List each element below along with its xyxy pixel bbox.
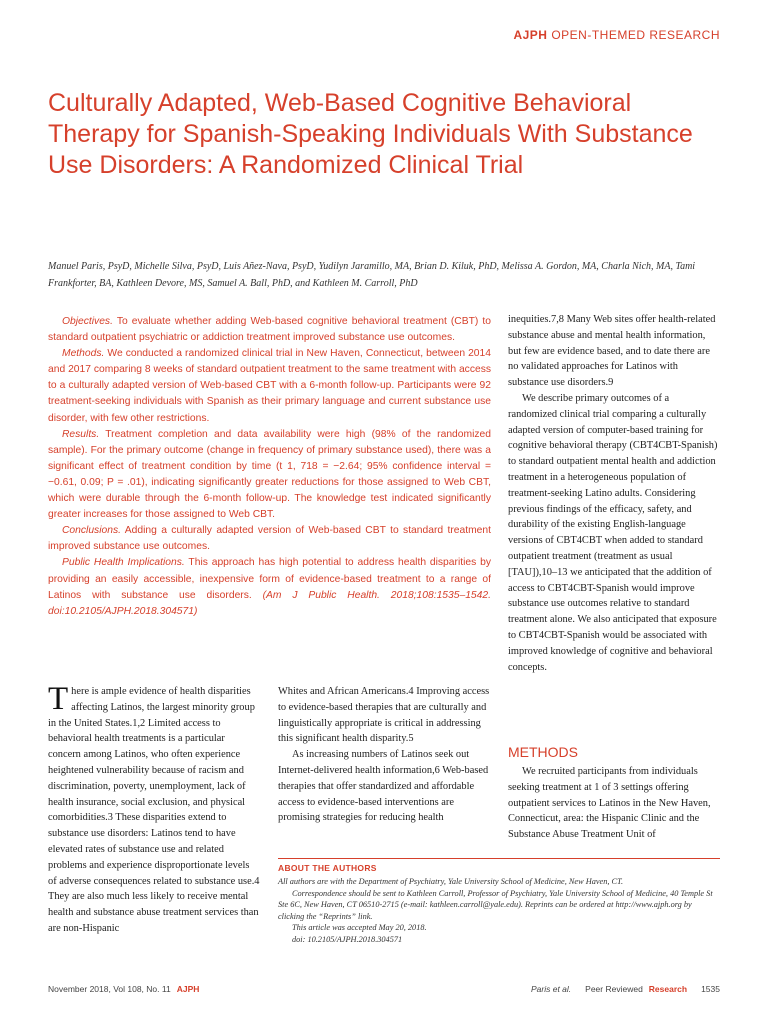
col3-paragraph-1: inequities.7,8 Many Web sites offer health-related substance abuse and mental health information, but few are evidence based, and to date there are no validated approaches for Latinos with substance use disorders.9 [508,314,716,389]
drop-cap: T [48,681,69,717]
section-name: OPEN-THEMED RESEARCH [551,28,720,42]
objectives-label: Objectives. [62,316,113,327]
col1-paragraph: here is ample evidence of health disparities affecting Latinos, the largest minority group in the United States.1,2 Limited access to behavioral health treatments is a particular concern among Latinos, who often experience heightened vulnerability because of racism and discrimination, poverty, unemployment, lack of health insurance, social exclusion, and physical comorbidities.3 These disparities extend to substance use disorders: Latinos tend to have elevated rates of substance use and related problems and experience disproportionate levels of adverse consequences related to substance use.4 They are also much less likely to receive mental health and substance abuse treatment services than are non-Hispanic [48,686,260,934]
methods-label: Methods. [62,348,105,360]
methods-heading: METHODS [508,744,578,760]
about-correspondence: Correspondence should be sent to Kathleen Carroll, Professor of Psychiatry, Yale University School of Medicine, 40 Temple St Ste 6C, New Haven, CT 06510-2715 (e-mail: kathleen.carroll@yale.edu). Reprints can be ordered at http://www.ajph.org by clicking the “Reprints” link. [278,888,713,921]
body-column-2 [278,684,490,826]
right-column-top [508,312,720,675]
journal-name: AJPH [513,28,548,42]
right-column-bottom [508,764,720,843]
about-affiliation: All authors are with the Department of Psychiatry, Yale University School of Medicine, New Haven, CT. [278,877,624,886]
implications-label: Public Health Implications. [62,557,185,569]
conclusions-label: Conclusions. [62,525,121,537]
page-number: 1535 [701,984,720,994]
implications-text: This approach has high potential to address health disparities by providing an easily accessible, inexpensive form of evidence-based treatment to a range of Latinos with substance use disorders. [48,557,491,601]
author-list: Manuel Paris, PsyD, Michelle Silva, PsyD, Luis Añez-Nava, PsyD, Yudilyn Jaramillo, MA, Brian D. Kiluk, PhD, Melissa A. Gordon, MA, Charla Nich, MA, Tami Frankforter, BA, Kathleen Devore, MS, Samuel A. Ball, PhD, and Kathleen M. Carroll, PhD [48,261,696,289]
abstract-implications [48,555,491,619]
abstract-objectives [48,314,491,346]
article-title: Culturally Adapted, Web-Based Cognitive Behavioral Therapy for Spanish-Speaking Individuals With Substance Use Disorders: A Randomized Clinical Trial [48,89,693,179]
methods-paragraph: We recruited participants from individuals seeking treatment at 1 of 3 settings offering outpatient services to Latinos in the New Haven, Connecticut, area: the Hispanic Clinic and the Substance Abuse Treatment Unit of [508,766,711,841]
footer-author: Paris et al. [531,984,572,994]
footer-date-volume: November 2018, Vol 108, No. 11 [48,984,171,994]
about-accepted: This article was accepted May 20, 2018. [292,923,427,933]
footer-right [531,984,720,994]
about-divider [278,858,720,859]
footer-left [48,984,199,994]
abstract-methods [48,346,491,426]
results-label: Results. [62,428,100,440]
abstract [48,314,491,620]
footer-type: Research [648,984,688,994]
col2-paragraph-1: Whites and African Americans.4 Improving access to evidence-based therapies that are culturally and linguistically appropriate is critical in addressing this significant health disparity.5 [278,686,490,745]
col2-paragraph-2: As increasing numbers of Latinos seek out Internet-delivered health information,6 Web-based therapies that offer standardized and affordable access to evidence-based interventions are promising strategies for reducing health [278,749,489,824]
body-column-1 [48,681,260,937]
col3-paragraph-2: We describe primary outcomes of a randomized clinical trial comparing a culturally adapted version of computer-based training for cognitive behavioral therapy (CBT4CBT-Spanish) to standard outpatient mental health and addiction treatment in a heterogeneous population of treatment-seeking Latino adults. Considering previous findings of the efficacy, safety, and durability of the existing English-language versions of CBT4CBT when added to standard outpatient treatment (treatment as usual [TAU]),10–13 we anticipated that the addition of access to CBT4CBT-Spanish would improve substance use outcomes relative to standard treatment alone. We also anticipated that exposure to CBT4CBT-Spanish would be associated with improved knowledge of cognitive and behavioral concepts. [508,392,718,673]
footer-journal: AJPH [176,984,200,994]
objectives-text: To evaluate whether adding Web-based cognitive behavioral treatment (CBT) to standard outpatient psychiatric or addiction treatment improved substance use outcomes. [48,316,491,344]
results-text: Treatment completion and data availability were high (98% of the randomized sample). For the primary outcome (change in frequency of primary substance used), there was a significant effect of treatment condition by time (t 1, 718 = −2.64; 95% confidence interval = −0.61, 0.09; P = .01), indicating significantly greater reductions for those assigned to Web CBT, which were durable through the 6-month follow-up. The knowledge test indicated significantly greater increases for those assigned to Web CBT. [48,428,491,521]
methods-text: We conducted a randomized clinical trial in New Haven, Connecticut, between 2014 and 2017 comparing 8 weeks of standard outpatient treatment to the same treatment with access to a culturally adapted version of Web-based CBT with a 6-month follow-up. Participants were 92 treatment-seeking individuals with Spanish as their primary language and current substance use disorder, with few other restrictions. [48,348,491,424]
about-heading: ABOUT THE AUTHORS [278,863,377,873]
about-doi: doi: 10.2105/AJPH.2018.304571 [292,934,403,944]
conclusions-text: Adding a culturally adapted version of Web-based CBT to standard treatment improved substance use outcomes. [48,525,491,553]
footer-peer: Peer Reviewed [585,984,643,994]
running-header [513,28,720,42]
abstract-conclusions [48,523,491,555]
about-authors [278,876,718,946]
citation[interactable]: (Am J Public Health. 2018;108:1535–1542. doi:10.2105/AJPH.2018.304571) [48,589,491,617]
abstract-results [48,427,491,524]
